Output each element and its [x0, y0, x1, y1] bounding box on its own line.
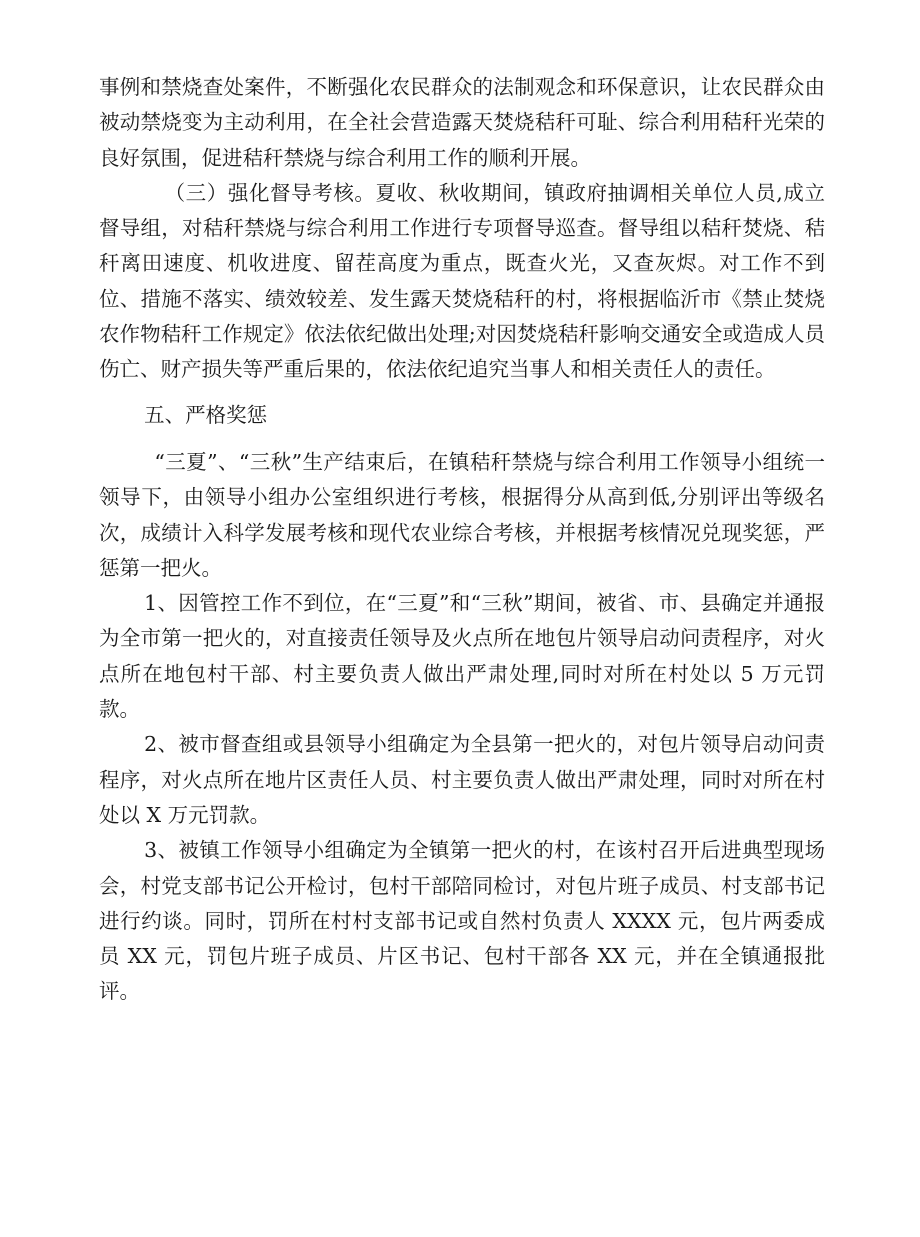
paragraph-supervision: （三）强化督导考核。夏收、秋收期间，镇政府抽调相关单位人员,成立督导组，对秸秆禁烧与综合利用工作进行专项督导巡查。督导组以秸秆焚烧、秸秆离田速度、机收进度、留茬高度为重点，既查火光，又查灰烬。对工作不到位、措施不落实、绩效较差、发生露天焚烧秸秆的村，将根据临沂市《禁止焚烧农作物秸秆工作规定》依法依纪做出处理;对因焚烧秸秆影响交通安全或造成人员伤亡、财产损失等严重后果的，依法依纪追究当事人和相关责任人的责任。: [99, 180, 825, 382]
section-heading: 五、严格奖惩: [144, 402, 268, 427]
list-item-2: 2、被市督查组或县领导小组确定为全县第一把火的，对包片领导启动问责程序，对火点所在地片区责任人员、村主要负责人做出严肃处理，同时对所在村处以 X 万元罚款。: [99, 732, 825, 827]
paragraph-assessment: “三夏”、“三秋”生产结束后，在镇秸秆禁烧与综合利用工作领导小组统一领导下，由领导小组办公室组织进行考核，根据得分从高到低,分别评出等级名次，成绩计入科学发展考核和现代农业综合考核，并根据考核情况兑现奖惩，严惩第一把火。: [99, 449, 825, 580]
paragraph-continuation: 事例和禁烧查处案件，不断强化农民群众的法制观念和环保意识，让农民群众由被动禁烧变为主动利用，在全社会营造露天焚烧秸秆可耻、综合利用秸秆光荣的良好氛围，促进秸秆禁烧与综合利用工作的顺利开展。: [99, 75, 825, 170]
list-item-3: 3、被镇工作领导小组确定为全镇第一把火的村，在该村召开后进典型现场会，村党支部书记公开检讨，包村干部陪同检讨，对包片班子成员、村支部书记进行约谈。同时，罚所在村村支部书记或自然村负责人 XXXX 元，包片两委成员 XX 元，罚包片班子成员、片区书记、包村干部各 XX 元，并在全镇通报批评。: [99, 838, 825, 1004]
document-body: [99, 70, 825, 1010]
list-item-1: 1、因管控工作不到位，在“三夏”和“三秋”期间，被省、市、县确定并通报为全市第一把火的，对直接责任领导及火点所在地包片领导启动问责程序，对火点所在地包村干部、村主要负责人做出严肃处理,同时对所在村处以 5 万元罚款。: [99, 591, 825, 722]
